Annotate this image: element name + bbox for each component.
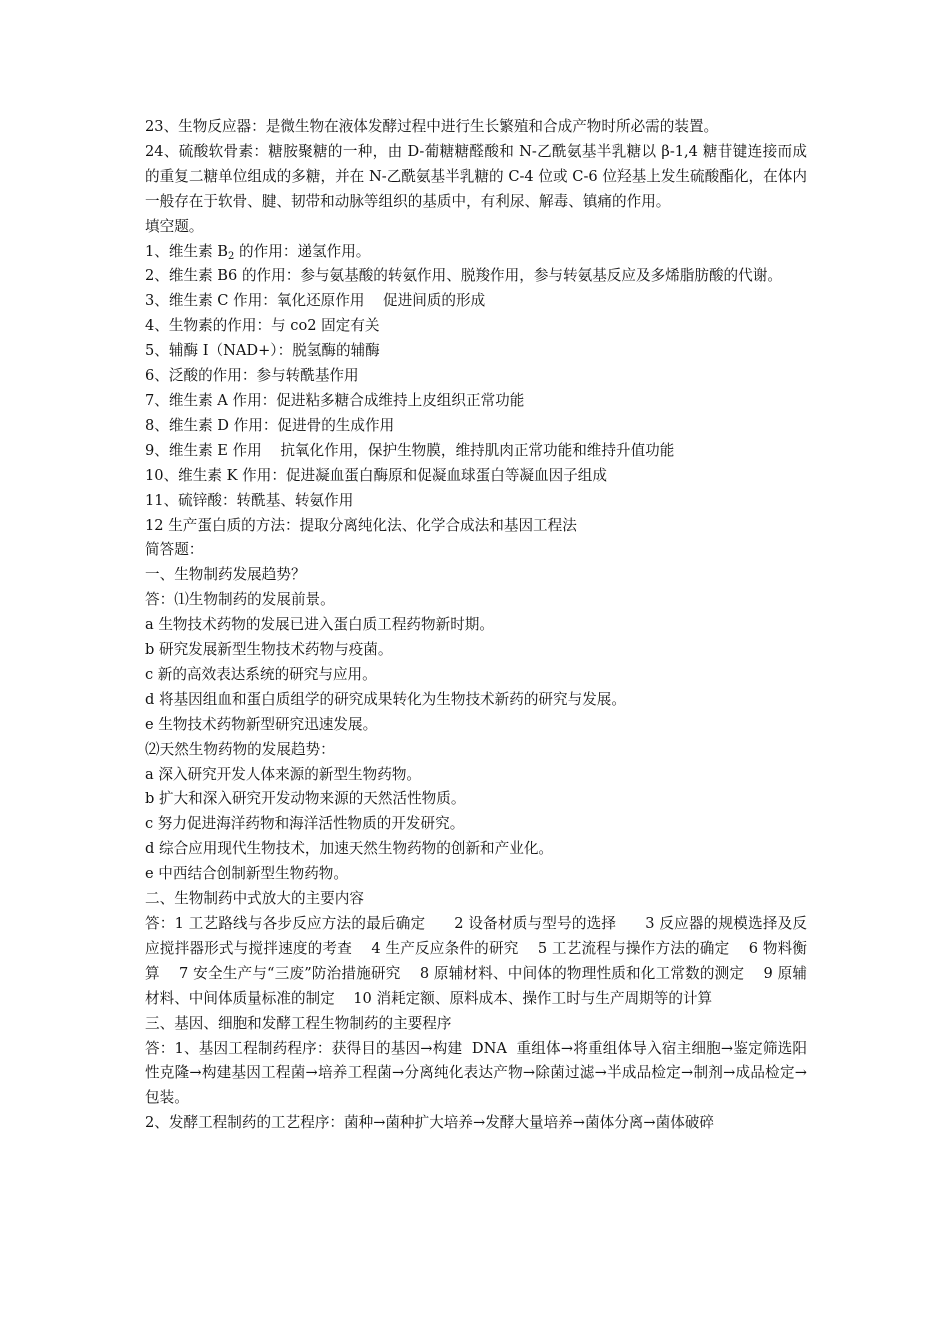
fill-item-12: 12 生产蛋白质的方法：提取分离纯化法、化学合成法和基因工程法 [145,516,577,534]
question-1-item-a1: a 生物技术药物的发展已进入蛋白质工程药物新时期。 [145,616,494,634]
term-23-bioreactor: 23、生物反应器：是微生物在液体发酵过程中进行生长繁殖和合成产物时所必需的装置。 [145,118,719,135]
question-1-answer-intro: 答：⑴生物制药的发展前景。 [145,591,335,609]
question-1-item-e2: e 中西结合创制新型生物药物。 [145,865,348,883]
question-1-item-b2: b 扩大和深入研究开发动物来源的天然活性物质。 [145,790,466,808]
question-1-item-e1: e 生物技术药物新型研究迅速发展。 [145,715,378,733]
fill-item-1-subscript: 2 [228,250,235,262]
section-title-fill-in: 填空题。 [145,217,204,235]
question-1-title: 一、生物制药发展趋势？ [145,566,306,584]
question-1-item-b1: b 研究发展新型生物技术药物与疫菌。 [145,641,393,659]
section-title-short-answer: 简答题： [145,541,204,559]
question-3-title: 三、基因、细胞和发酵工程生物制药的主要程序 [145,1014,452,1032]
fill-item-3: 3、维生素 C 作用：氧化还原作用 促进间质的形成 [145,292,486,310]
question-1-item-a2: a 深入研究开发人体来源的新型生物药物。 [145,765,422,783]
fill-item-5: 5、辅酶 I（NAD+）：脱氢酶的辅酶 [145,342,380,360]
fill-item-1-post: 的作用：递氢作用。 [234,242,371,260]
term-24-chondroitin-sulfate: 24、硫酸软骨素：糖胺聚糖的一种，由 D-葡糖糖醛酸和 N-乙酰氨基半乳糖以 β-1,4 糖苷键连接而成的重复二糖单位组成的多糖，并在 N-乙酰氨基半乳糖的 C-4 位或 C-6 位羟基上发生硫酸酯化，在体内一般存在于软骨、腱、韧带和动脉等组织的基质中，有利尿、解毒、镇痛的作用。 [145,142,807,210]
fill-item-9: 9、维生素 E 作用 抗氧化作用，保护生物膜，维持肌肉正常功能和维持升值功能 [145,441,675,459]
question-3-answer-1: 答：1、基因工程制药程序：获得目的基因→构建 DNA 重组体→将重组体导入宿主细胞→鉴定筛选阳性克隆→构建基因工程菌→培养工程菌→分离纯化表达产物→除菌过滤→半成品检定→制剂→成品检定→包装。 [145,1039,807,1107]
fill-item-1 [145,240,807,265]
fill-item-11: 11、硫锌酸：转酰基、转氨作用 [145,491,354,509]
fill-item-2: 2、维生素 B6 的作用：参与氨基酸的转氨作用、脱羧作用，参与转氨基反应及多烯脂肪酸的代谢。 [145,267,782,285]
question-2-answer: 答：1 工艺路线与各步反应方法的最后确定 2 设备材质与型号的选择 3 反应器的规模选择及反应搅拌器形式与搅拌速度的考查 4 生产反应条件的研究 5 工艺流程与操作方法的确定 6 物料衡算 7 安全生产与“三废”防治措施研究 8 原辅材料、中间体的物理性质和化工常数的测定 9 原辅材料、中间体质量标准的制定 10 消耗定额、原料成本、操作工时与生产周期等的计算 [145,915,807,1007]
question-1-part-2: ⑵天然生物药物的发展趋势： [145,740,335,758]
fill-item-6: 6、泛酸的作用：参与转酰基作用 [145,367,359,385]
fill-item-4: 4、生物素的作用：与 co2 固定有关 [145,317,380,335]
question-1-item-d2: d 综合应用现代生物技术，加速天然生物药物的创新和产业化。 [145,840,554,858]
question-2-title: 二、生物制药中式放大的主要内容 [145,890,364,908]
question-3-answer-2: 2、发酵工程制药的工艺程序：菌种→菌种扩大培养→发酵大量培养→菌体分离→菌体破碎 [145,1114,714,1132]
document-body [145,115,807,1136]
question-1-item-d1: d 将基因组血和蛋白质组学的研究成果转化为生物技术新药的研究与发展。 [145,690,626,708]
fill-item-8: 8、维生素 D 作用：促进骨的生成作用 [145,416,395,434]
fill-item-7: 7、维生素 A 作用：促进粘多糖合成维持上皮组织正常功能 [145,391,525,409]
question-1-item-c1: c 新的高效表达系统的研究与应用。 [145,665,377,683]
fill-item-1-pre: 1、维生素 B [145,242,229,260]
fill-item-10: 10、维生素 K 作用：促进凝血蛋白酶原和促凝血球蛋白等凝血因子组成 [145,466,607,484]
question-1-item-c2: c 努力促进海洋药物和海洋活性物质的开发研究。 [145,815,465,833]
